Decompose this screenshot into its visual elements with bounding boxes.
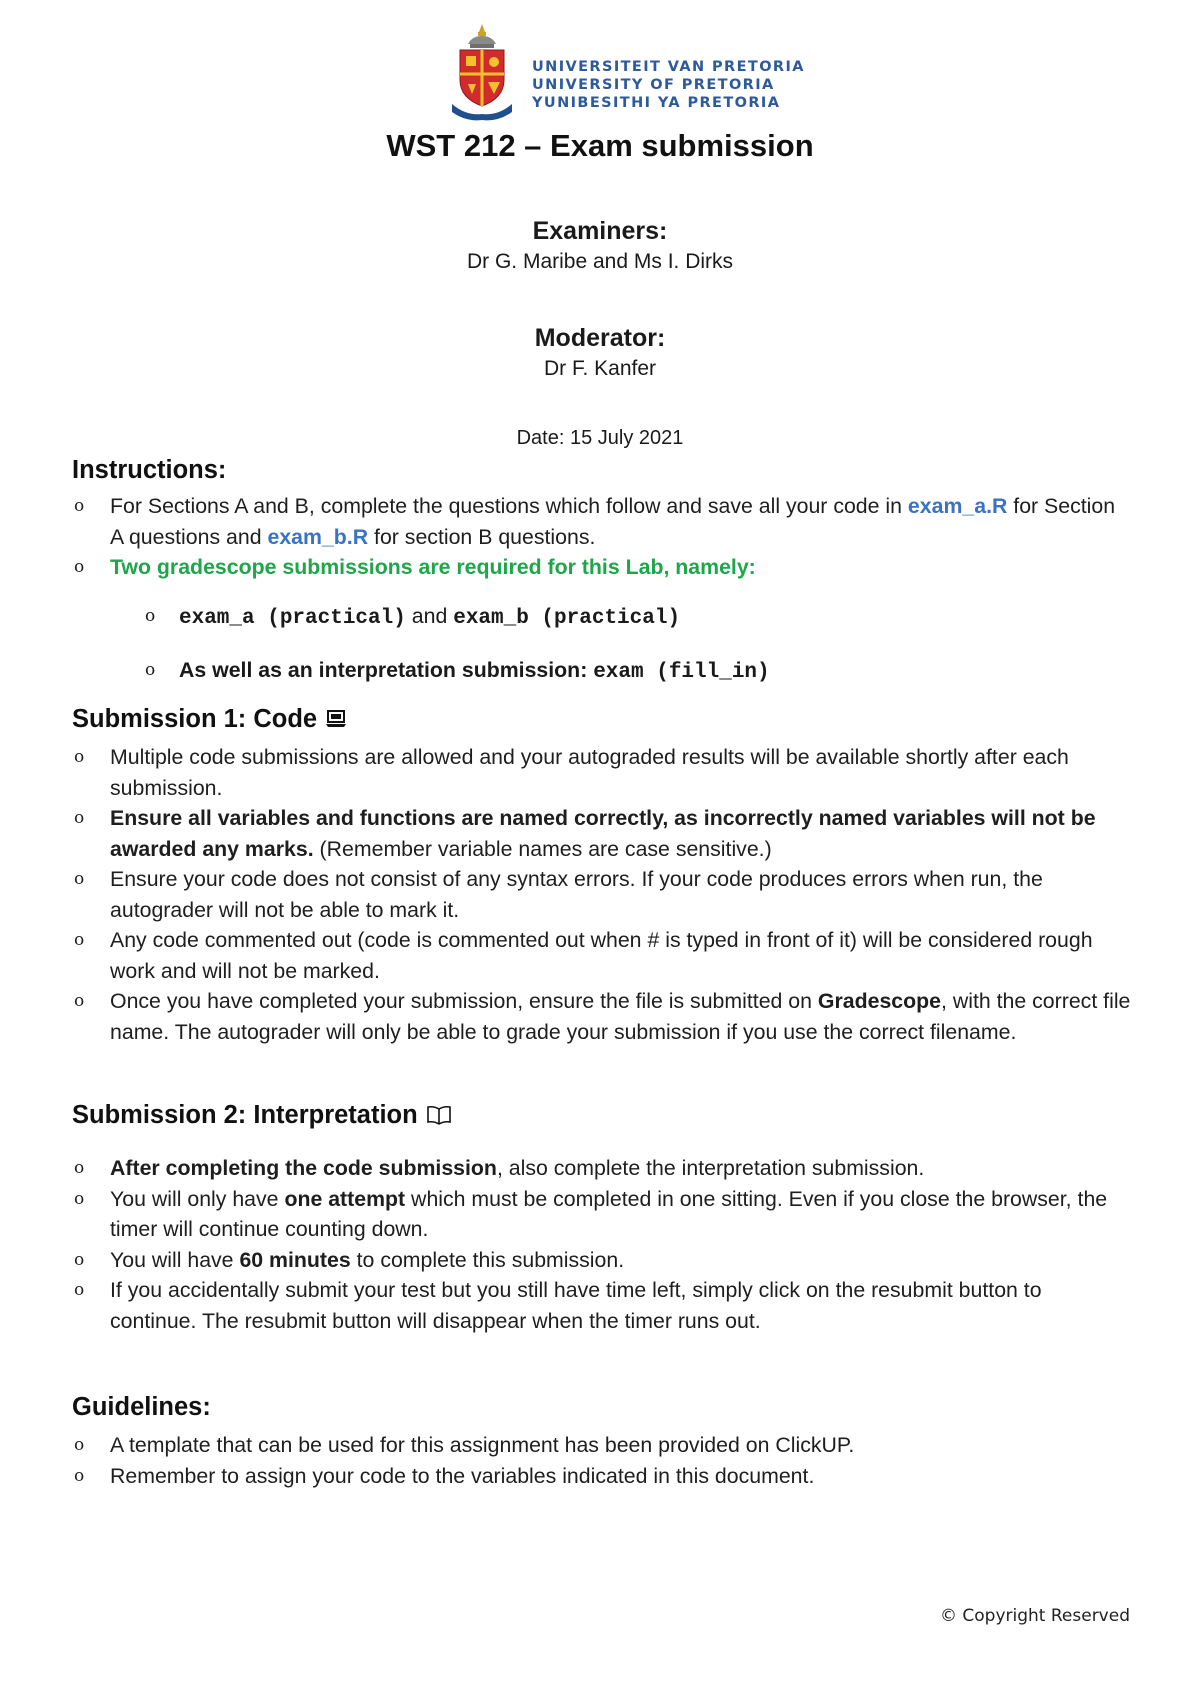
- submission2-text: If you accidentally submit your test but you still have time left, simply click on the resubmit button to continue. The resubmit button will disappear when the timer runs out.: [110, 1278, 1042, 1333]
- submission2-heading: [72, 1101, 452, 1130]
- list-item: [72, 552, 1132, 583]
- submission-code-a: exam_a (practical): [179, 607, 406, 630]
- submission2-heading-text: Submission 2: Interpretation: [72, 1101, 418, 1129]
- instruction-text: for Section A questions and: [110, 494, 1116, 549]
- bullet-glyph: o: [74, 1465, 85, 1486]
- submissions-sublist: [143, 601, 770, 688]
- submission1-text: Any code commented out (code is commented out when # is typed in front of it) will be considered rough work and will not be marked.: [110, 928, 1093, 983]
- gradescope-label: Gradescope: [817, 989, 942, 1013]
- guidelines-heading: Guidelines:: [72, 1393, 211, 1421]
- bullet-glyph: o: [145, 660, 156, 680]
- bullet-glyph: o: [74, 496, 85, 516]
- instructions-list: [72, 491, 1132, 583]
- guideline-text: Remember to assign your code to the variables indicated in this document.: [110, 1463, 815, 1488]
- list-item: [72, 864, 1132, 925]
- university-crest-icon: [450, 22, 514, 122]
- moderator-name: Dr F. Kanfer: [543, 357, 657, 380]
- one-attempt-emphasis: one attempt: [284, 1186, 406, 1211]
- list-item: [72, 491, 1132, 552]
- guideline-text: A template that can be used for this assignment has been provided on ClickUP.: [110, 1433, 855, 1457]
- submission1-text: (Remember variable names are case sensitive.): [313, 836, 772, 861]
- bullet-glyph: o: [74, 1158, 85, 1178]
- submission2-text: You will only have: [110, 1186, 285, 1211]
- university-name-english: UNIVERSITY OF PRETORIA: [532, 77, 775, 93]
- instruction-text: For Sections A and B, complete the questions which follow and save all your code in: [110, 494, 908, 518]
- bullet-glyph: o: [74, 991, 85, 1011]
- after-code-emphasis: After completing the code submission: [110, 1156, 497, 1180]
- submission-code-fill-in: exam (fill_in): [593, 661, 770, 684]
- list-item: [72, 1275, 1132, 1336]
- university-names: [532, 58, 805, 112]
- examiners-label: Examiners:: [532, 217, 668, 245]
- list-item: [72, 1153, 1132, 1184]
- examiners-block: [0, 215, 1200, 277]
- list-item: [72, 925, 1132, 986]
- file-name-exam-a: exam_a.R: [907, 494, 1008, 518]
- university-logo: [450, 22, 805, 122]
- file-name-exam-b: exam_b.R: [267, 524, 369, 549]
- copyright-notice: © Copyright Reserved: [940, 1606, 1130, 1626]
- university-name-sepedi: YUNIBESITHI YA PRETORIA: [532, 95, 781, 111]
- list-item: [143, 655, 770, 688]
- guidelines-list: [72, 1430, 1132, 1491]
- bullet-glyph: o: [74, 1249, 85, 1270]
- submission1-heading: [72, 705, 347, 734]
- gradescope-notice: Two gradescope submissions are required for this Lab, namely:: [110, 555, 756, 579]
- bullet-glyph: o: [74, 1280, 85, 1300]
- bullet-glyph: o: [74, 1188, 85, 1209]
- bullet-glyph: o: [74, 1435, 85, 1455]
- laptop-icon: [325, 709, 347, 729]
- list-item: [72, 1430, 1132, 1461]
- submission1-heading-text: Submission 1: Code: [72, 705, 318, 733]
- bullet-glyph: o: [74, 808, 85, 828]
- list-item: [72, 803, 1132, 864]
- submission1-text: Ensure your code does not consist of any syntax errors. If your code produces errors when run, the autograder will not be able to mark it.: [110, 867, 1043, 922]
- submission2-list: [72, 1153, 1132, 1336]
- conjunction-text: and: [405, 604, 454, 628]
- page-title: WST 212 – Exam submission: [386, 128, 814, 163]
- submission2-text: which must be completed in one sitting. Even if you close the browser, the timer will continue counting down.: [110, 1186, 1108, 1241]
- bullet-glyph: o: [74, 930, 85, 950]
- list-item: [72, 1245, 1132, 1276]
- instructions-heading: Instructions:: [72, 456, 227, 484]
- list-item: [72, 986, 1132, 1047]
- book-icon: [426, 1105, 452, 1125]
- submission1-text: , with the correct file name. The autograder will only be able to grade your submission if you use the correct filename.: [110, 989, 1131, 1044]
- university-name-afrikaans: UNIVERSITEIT VAN PRETORIA: [532, 59, 805, 75]
- date-block: [0, 423, 1200, 453]
- time-limit-emphasis: 60 minutes: [239, 1247, 351, 1272]
- bullet-glyph: o: [145, 606, 156, 626]
- list-item: [72, 742, 1132, 803]
- moderator-block: [0, 322, 1200, 384]
- bullet-glyph: o: [74, 869, 85, 889]
- submission2-text: , also complete the interpretation submission.: [496, 1156, 925, 1180]
- submission2-text: to complete this submission.: [350, 1247, 625, 1272]
- submission1-list: [72, 742, 1132, 1047]
- submission1-text: Multiple code submissions are allowed and your autograded results will be available shortly after each submission.: [110, 745, 1069, 800]
- list-item: [143, 601, 770, 634]
- submission1-text: Once you have completed your submission, ensure the file is submitted on: [110, 989, 818, 1013]
- submission-code-b: exam_b (practical): [453, 607, 681, 630]
- examiners-names: Dr G. Maribe and Ms I. Dirks: [466, 250, 734, 273]
- bullet-glyph: o: [74, 747, 85, 767]
- exam-date: Date: 15 July 2021: [516, 427, 684, 449]
- moderator-label: Moderator:: [534, 324, 666, 352]
- submission2-text: You will have: [110, 1247, 240, 1272]
- naming-warning: Ensure all variables and functions are named correctly, as incorrectly named variables will not be awarded any marks.: [110, 806, 1096, 861]
- interpretation-submission-text: As well as an interpretation submission:: [179, 658, 594, 682]
- list-item: [72, 1184, 1132, 1245]
- bullet-glyph: o: [74, 557, 85, 577]
- list-item: [72, 1461, 1132, 1492]
- instruction-text: for section B questions.: [368, 524, 596, 549]
